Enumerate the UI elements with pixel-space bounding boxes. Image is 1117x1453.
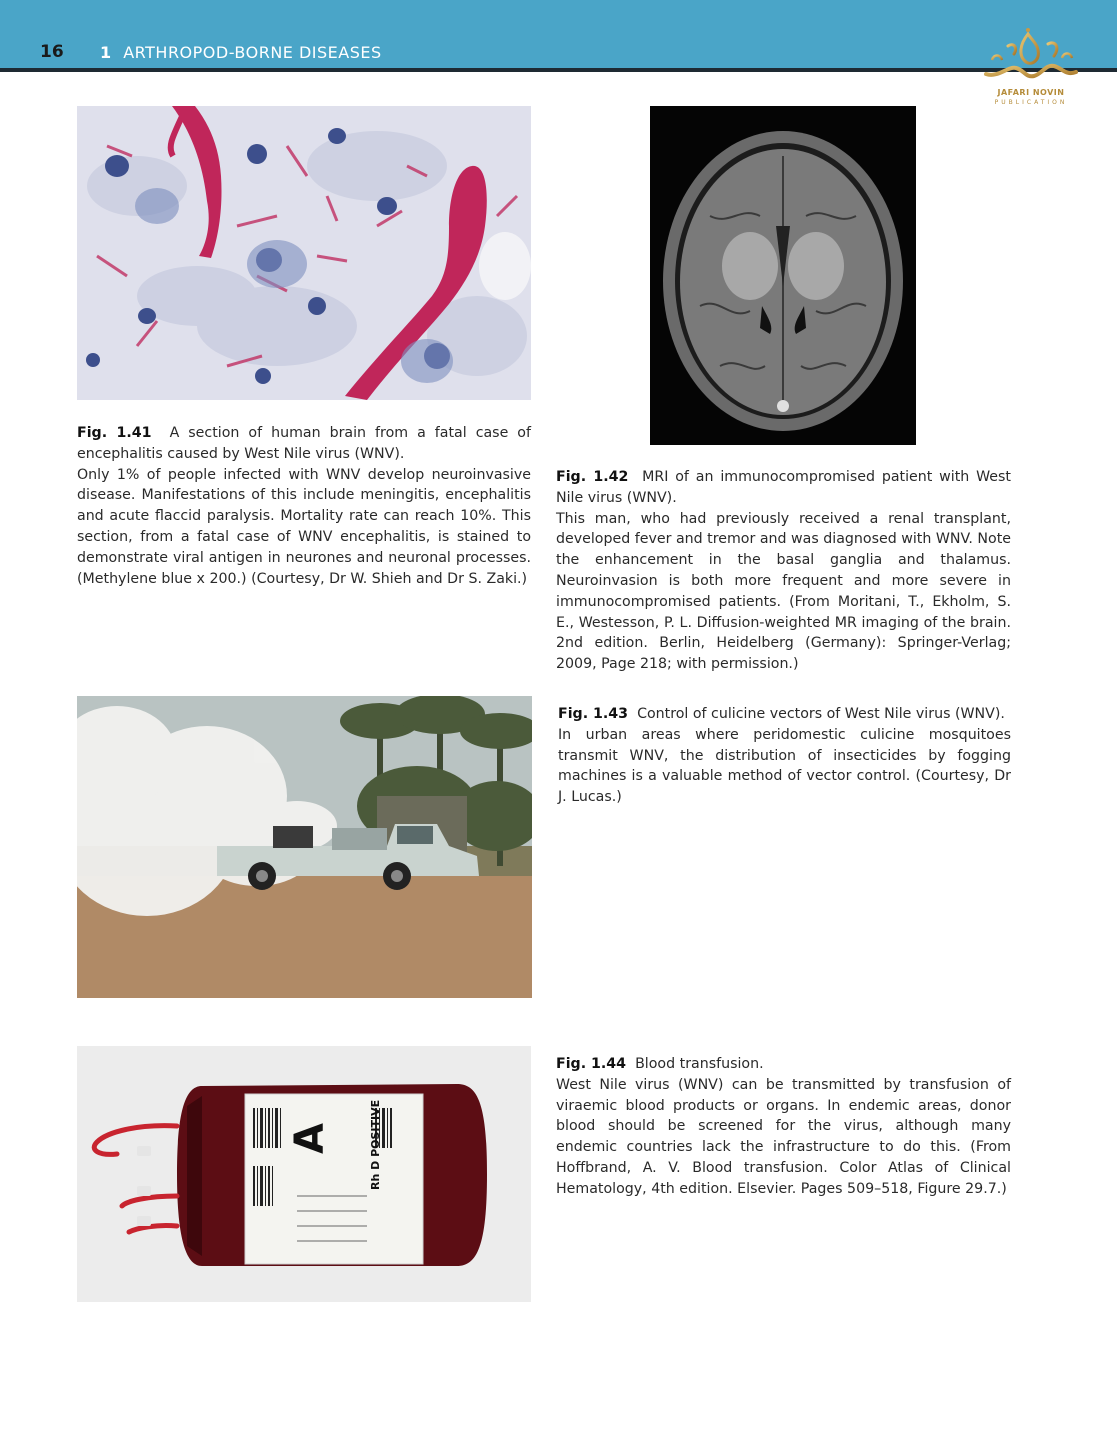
figure-1-42-caption [556, 467, 1011, 675]
chapter-title: ARTHROPOD-BORNE DISEASES [123, 43, 382, 62]
logo-emblem-icon [968, 26, 1094, 88]
publisher-logo [968, 26, 1094, 118]
figure-1-43-fogging-truck-image [77, 696, 532, 998]
figure-1-41-caption [77, 423, 531, 589]
chapter-number: 1 [100, 43, 112, 62]
header-rule [0, 68, 1117, 72]
figure-title: A section of human brain from a fatal case of encephalitis caused by West Nile virus (WNV). [77, 425, 531, 462]
logo-name: JAFARI NOVIN [997, 88, 1065, 97]
logo-subtitle: PUBLICATION [994, 99, 1068, 106]
figure-body: West Nile virus (WNV) can be transmitted by transfusion of viraemic blood products or organs. In endemic areas, donor blood should be screened for the virus, although many endemic countries lack the infrastructure to do this. (From Hoffbrand, A. V. Blood transfusion. Color Atlas of Clinical Hematology, 4th edition. Elsevier. Pages 509–518, Figure 29.7.) [556, 1076, 1011, 1197]
figure-label: Fig. 1.42 [556, 469, 629, 485]
figure-body: Only 1% of people infected with WNV develop neuroinvasive disease. Manifestations of this include meningitis, encephalitis and acute flaccid paralysis. Mortality rate can reach 10%. This section, from a fatal case of WNV encephalitis, is stained to demonstrate viral antigen in neurones and neuronal processes. (Methylene blue x 200.) (Courtesy, Dr W. Shieh and Dr S. Zaki.) [77, 466, 531, 587]
figure-1-44-caption [556, 1054, 1011, 1200]
figure-1-41-histology-image [77, 106, 531, 400]
figure-label: Fig. 1.43 [558, 706, 629, 722]
figure-1-43-caption [558, 704, 1011, 808]
figure-1-42-mri-image [650, 106, 916, 445]
figure-1-44-blood-bag-image [77, 1046, 531, 1302]
figure-body: In urban areas where peridomestic culicine mosquitoes transmit WNV, the distribution of insecticides by fogging machines is a valuable method of vector control. (Courtesy, Dr J. Lucas.) [558, 726, 1011, 806]
blood-group-letter: A [287, 1123, 333, 1154]
figure-title: Blood transfusion. [635, 1056, 764, 1072]
running-head [100, 43, 382, 62]
figure-title: MRI of an immunocompromised patient with West Nile virus (WNV). [556, 469, 1011, 506]
figure-label: Fig. 1.41 [77, 425, 152, 441]
figure-body: This man, who had previously received a renal transplant, developed fever and tremor and was diagnosed with WNV. Note the enhancement in the basal ganglia and thalamus. Neuroinvasion is both more frequent and more severe in immunocompromised patients. (From Moritani, T., Ekholm, S. E., Westesson, P. L. Diffusion-weighted MR imaging of the brain. 2nd edition. Berlin, Heidelberg (Germany): Springer-Verlag; 2009, Page 218; with permission.) [556, 510, 1011, 673]
figure-label: Fig. 1.44 [556, 1056, 627, 1072]
page-number: 16 [40, 42, 64, 62]
blood-rh-label: Rh D POSITIVE [369, 1099, 382, 1190]
figure-title: Control of culicine vectors of West Nile virus (WNV). [637, 706, 1005, 722]
